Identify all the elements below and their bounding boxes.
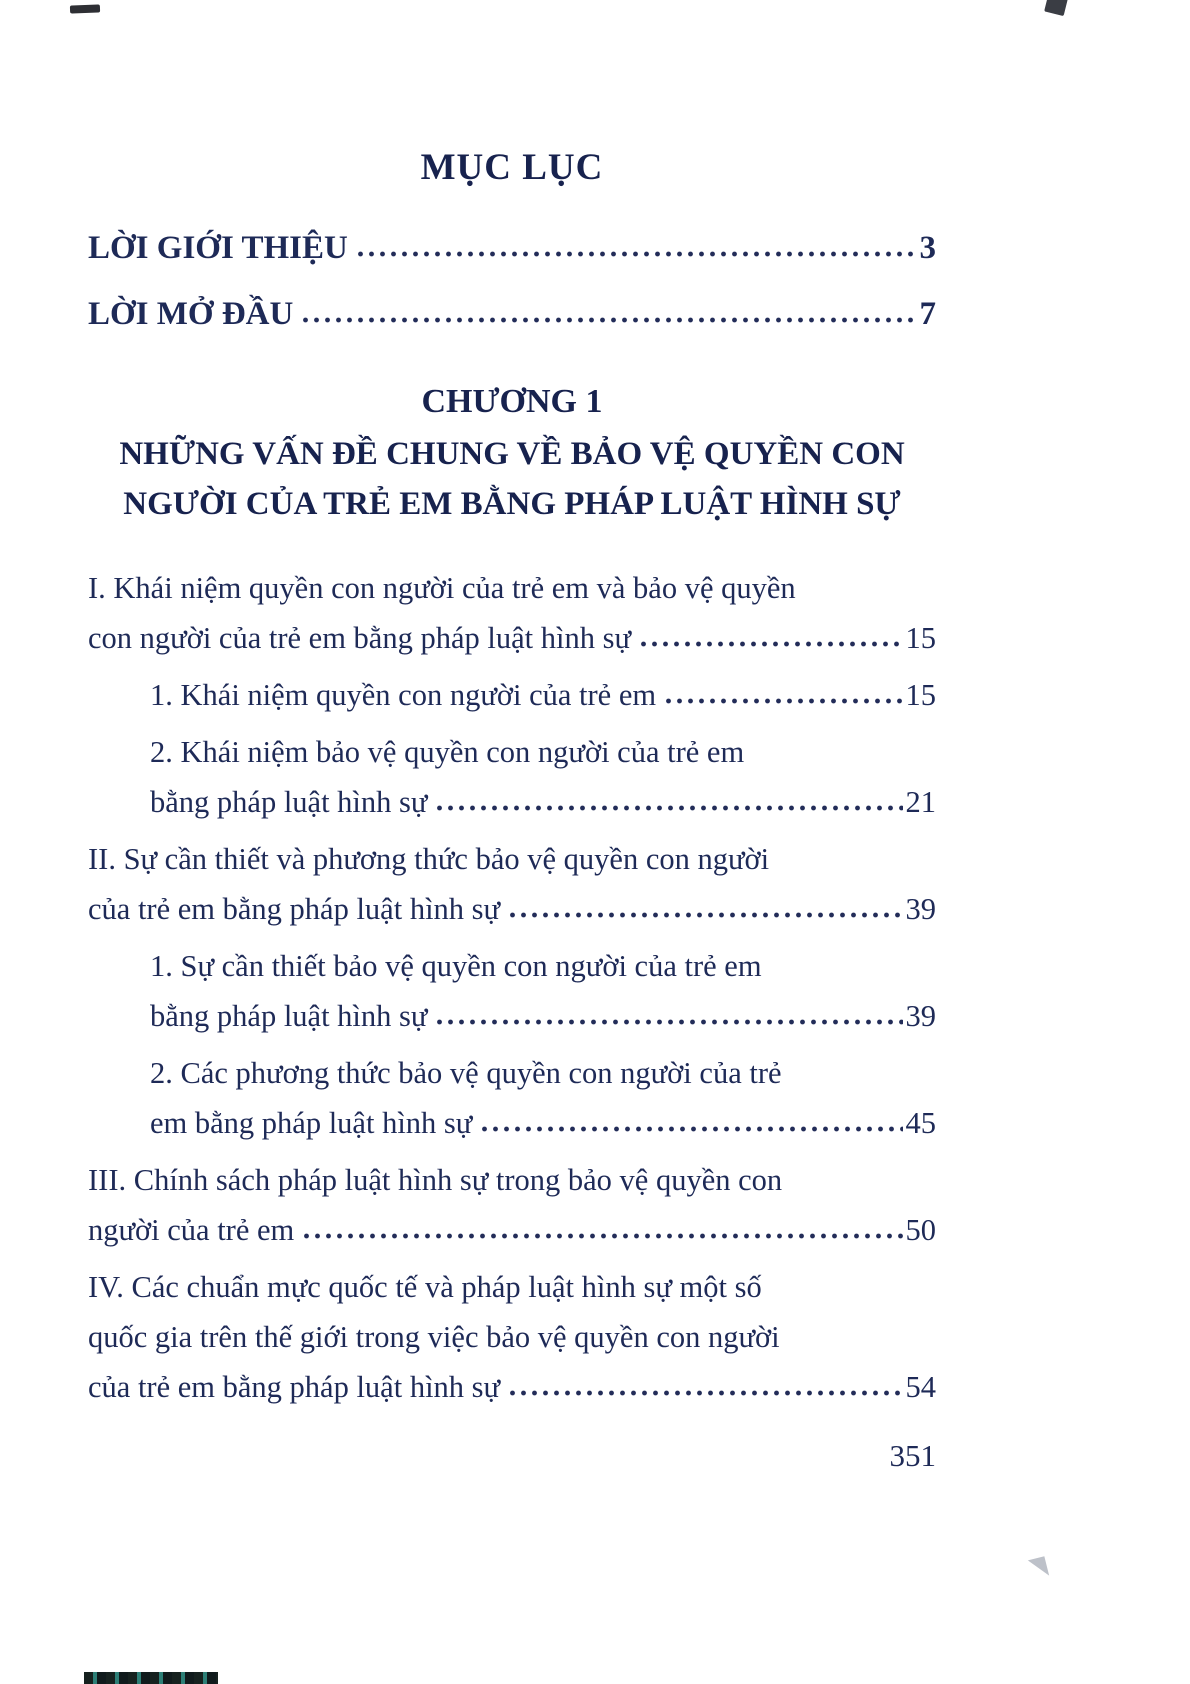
toc-entry-text: bằng pháp luật hình sự xyxy=(150,785,428,819)
dot-leader xyxy=(301,1232,902,1240)
page-title: MỤC LỤC xyxy=(420,147,604,188)
page-number: 351 xyxy=(889,1438,936,1473)
dot-leader xyxy=(300,316,916,324)
toc-entry-last-line xyxy=(150,1098,936,1148)
toc-entry-last-line xyxy=(88,613,936,663)
toc-entry-last-line xyxy=(88,289,936,339)
toc-entry-text: LỜI GIỚI THIỆU xyxy=(88,230,348,266)
toc-entry-text: bằng pháp luật hình sự xyxy=(150,999,428,1033)
chapter-subheading xyxy=(88,429,936,529)
toc-entry-last-line xyxy=(150,670,936,720)
toc-entry-last-line xyxy=(88,223,936,273)
toc-entry-page-number: 3 xyxy=(919,230,936,266)
dot-leader xyxy=(434,804,902,812)
toc-entry-text: của trẻ em bằng pháp luật hình sự xyxy=(88,1370,501,1404)
toc-entry xyxy=(88,563,936,663)
dot-leader xyxy=(638,640,903,648)
toc-entry-last-line xyxy=(150,991,936,1041)
toc-entry-last-line xyxy=(88,1205,936,1255)
dot-leader xyxy=(434,1018,902,1026)
chapter-subheading-line: NHỮNG VẤN ĐỀ CHUNG VỀ BẢO VỆ QUYỀN CON xyxy=(119,436,905,472)
toc-entry-text: em bằng pháp luật hình sự xyxy=(150,1106,473,1140)
toc-entry-line: 2. Khái niệm bảo vệ quyền con người của trẻ em xyxy=(150,735,745,769)
toc-entry-page-number: 7 xyxy=(919,296,936,332)
toc-entry-text: LỜI MỞ ĐẦU xyxy=(88,296,294,332)
toc-entry-page-number: 45 xyxy=(905,1106,936,1140)
toc-entry xyxy=(88,670,936,720)
dot-leader xyxy=(507,1389,902,1397)
toc-entry-text: 1. Khái niệm quyền con người của trẻ em xyxy=(150,678,657,712)
toc-entry-line: 1. Sự cần thiết bảo vệ quyền con người của trẻ em xyxy=(150,949,762,983)
toc-entry xyxy=(88,941,936,1041)
toc-entry-line: I. Khái niệm quyền con người của trẻ em và bảo vệ quyền xyxy=(88,571,796,605)
toc-entry-page-number: 15 xyxy=(905,621,936,655)
toc-entry-page-number: 50 xyxy=(905,1213,936,1247)
toc-entry-line: III. Chính sách pháp luật hình sự trong bảo vệ quyền con xyxy=(88,1163,783,1197)
toc-entry-line: II. Sự cần thiết và phương thức bảo vệ quyền con người xyxy=(88,842,770,876)
toc-entry-last-line xyxy=(88,884,936,934)
toc-entry-line: 2. Các phương thức bảo vệ quyền con người của trẻ xyxy=(150,1056,782,1090)
toc-entry-page-number: 54 xyxy=(905,1370,936,1404)
toc-page xyxy=(88,0,936,1419)
toc-entry-page-number: 21 xyxy=(905,785,936,819)
dot-leader xyxy=(507,911,902,919)
toc-entry xyxy=(88,1048,936,1148)
scan-artifact-bottom-right xyxy=(1028,1556,1049,1580)
chapter-subheading-line: NGƯỜI CỦA TRẺ EM BẰNG PHÁP LUẬT HÌNH SỰ xyxy=(123,486,901,522)
toc-entry xyxy=(88,289,936,339)
toc-entries xyxy=(88,563,936,1412)
scan-artifact-bottom-left xyxy=(84,1672,218,1684)
toc-entry-text: của trẻ em bằng pháp luật hình sự xyxy=(88,892,501,926)
dot-leader xyxy=(663,697,902,705)
toc-entry-text: con người của trẻ em bằng pháp luật hình sự xyxy=(88,621,631,655)
front-matter-entries xyxy=(88,223,936,339)
toc-entry-line: IV. Các chuẩn mực quốc tế và pháp luật hình sự một số xyxy=(88,1270,762,1304)
toc-entry-last-line xyxy=(88,1362,936,1412)
toc-entry-text: người của trẻ em xyxy=(88,1213,295,1247)
dot-leader xyxy=(355,250,917,258)
toc-entry-page-number: 39 xyxy=(905,892,936,926)
toc-entry-last-line xyxy=(150,777,936,827)
toc-entry xyxy=(88,727,936,827)
dot-leader xyxy=(479,1125,902,1133)
toc-entry-page-number: 15 xyxy=(905,678,936,712)
toc-entry-page-number: 39 xyxy=(905,999,936,1033)
chapter-heading: CHƯƠNG 1 xyxy=(421,383,603,420)
toc-entry xyxy=(88,1155,936,1255)
toc-entry-line: quốc gia trên thế giới trong việc bảo vệ quyền con người xyxy=(88,1320,780,1354)
toc-entry xyxy=(88,1262,936,1412)
scan-artifact-top-right xyxy=(1044,0,1068,16)
toc-entry xyxy=(88,834,936,934)
toc-entry xyxy=(88,223,936,273)
